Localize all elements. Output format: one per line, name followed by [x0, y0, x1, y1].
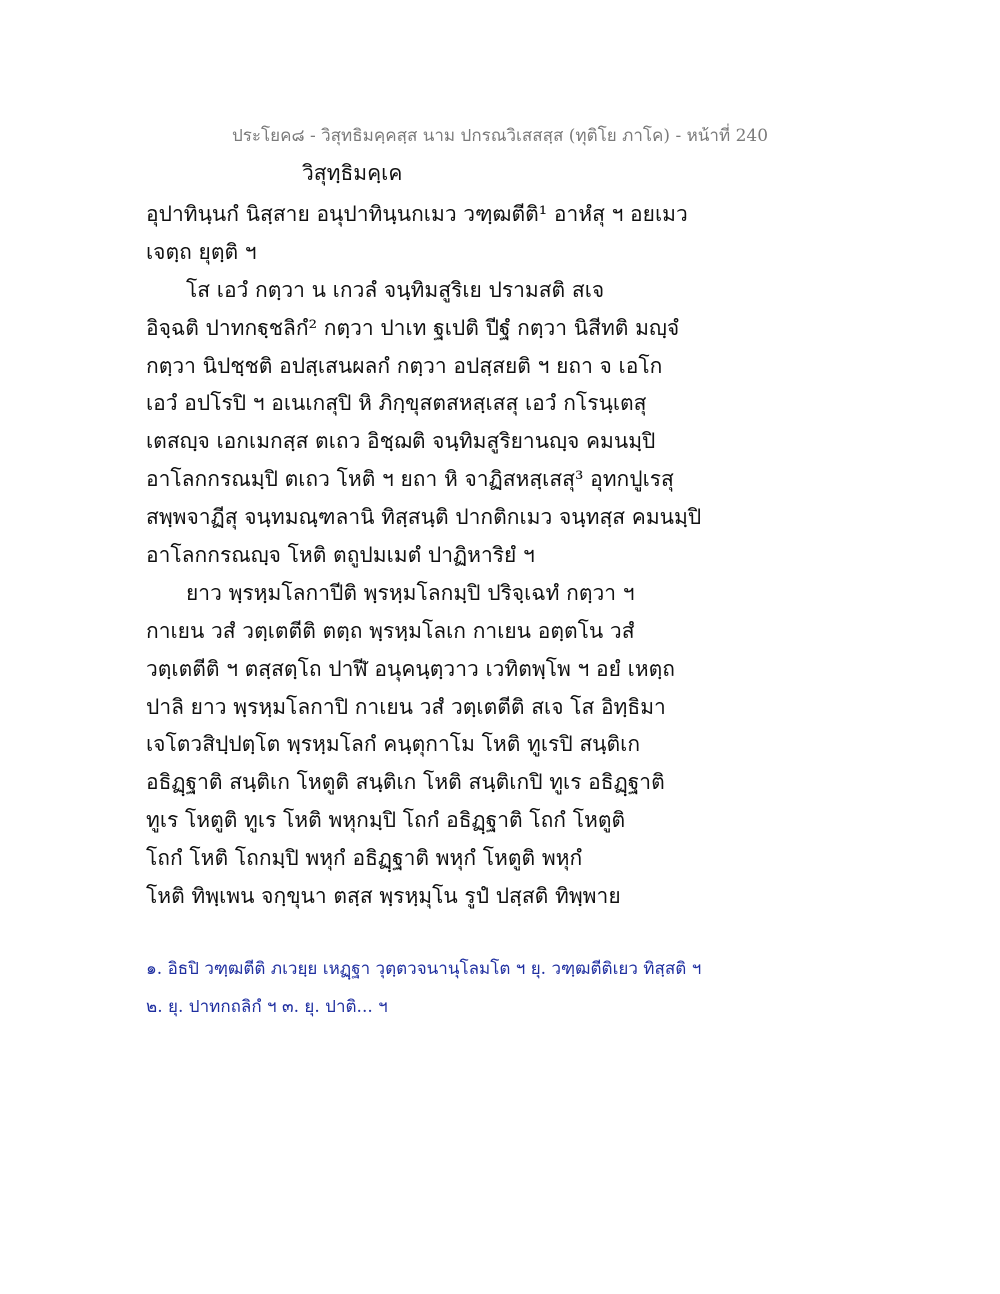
footnote-line: ๒. ยุ. ปาทกถลิกํ ฯ ๓. ยุ. ปาติ... ฯ	[146, 997, 388, 1017]
body-line: ปาลิ ยาว พฺรหฺมโลกาปิ กาเยน วสํ วตฺเตตีติ สเจ โส อิทฺธิมา	[146, 694, 666, 719]
body-line: โส เอวํ กตฺวา น เกวลํ จนฺทิมสูริเย ปรามสติ สเจ	[186, 277, 605, 302]
body-line: อธิฏฺฐาติ สนฺติเก โหตูติ สนฺติเก โหติ สนฺติเกปิ ทูเร อธิฏฺฐาติ	[146, 770, 665, 795]
footnote-line: ๑. อิธปิ วฑฺฒตีติ ภเวยฺย เหฏฺฐา วุตฺตวจนานุโลมโต ฯ ยุ. วฑฺฒตีติเยว ทิสฺสติ ฯ	[146, 959, 702, 979]
body-line: เตสญฺจ เอกเมกสฺส ตเถว อิชฺฌติ จนฺทิมสูริยานญฺจ คมนมฺปิ	[146, 429, 656, 454]
body-line: อุปาทินฺนกํ นิสฺสาย อนุปาทินฺนกเมว วฑฺฒตีติ¹ อาหํสุ ฯ อยเมว	[146, 202, 688, 226]
body-line: เจตฺถ ยุตฺติ ฯ	[146, 239, 257, 264]
body-line: กตฺวา นิปชฺชติ อปสฺเสนผลกํ กตฺวา อปสฺสยติ ฯ ยถา จ เอโก	[146, 353, 663, 378]
body-line: กาเยน วสํ วตฺเตตีติ ตตฺถ พฺรหฺมโลเก กาเยน อตฺตโน วสํ	[146, 618, 635, 643]
body-line: อาโลกกรณมฺปิ ตเถว โหติ ฯ ยถา หิ จาฏิสหสฺเสสุ³ อุทกปูเรสุ	[146, 467, 674, 492]
body-line: ยาว พฺรหฺมโลกาปีติ พฺรหฺมโลกมฺปิ ปริจฺเฉทํ กตฺวา ฯ	[186, 580, 635, 605]
running-header: ประโยค๘ - วิสุทธิมคฺคสฺส นาม ปกรณวิเสสสฺส (ทุติโย ภาโค) - หน้าที่ 240	[231, 126, 769, 146]
body-line: วตฺเตตีติ ฯ ตสฺสตฺโถ ปาฬี อนุคนฺตฺวาว เวทิตพฺโพ ฯ อยํ เหตฺถ	[146, 656, 675, 681]
body-line: โหติ ทิพฺเพน จกฺขุนา ตสฺส พฺรหฺมุโน รูปํ ปสฺสติ ทิพฺพาย	[146, 884, 621, 909]
body-line: อิจฺฉติ ปาทกฐฺชลิกํ² กตฺวา ปาเท ฐเปติ ปีฐํ กตฺวา นิสีทติ มญฺจํ	[146, 315, 680, 340]
body-line: เอวํ อปโรปิ ฯ อเนเกสุปิ หิ ภิกฺขุสตสหสฺเสสุ เอวํ กโรนฺเตสุ	[146, 391, 647, 416]
body-text	[146, 196, 866, 916]
body-line: เจโตวสิปฺปตฺโต พฺรหฺมโลกํ คนฺตุกาโม โหติ ทูเรปิ สนฺติเก	[146, 732, 641, 757]
body-line: อาโลกกรณญฺจ โหติ ตถูปมเมตํ ปาฏิหาริยํ ฯ	[146, 543, 535, 568]
section-title: วิสุทฺธิมคฺเค	[302, 161, 403, 185]
body-line: โถกํ โหติ โถกมฺปิ พหุกํ อธิฏฺฐาติ พหุกํ โหตูติ พหุกํ	[146, 846, 583, 871]
body-line: ทูเร โหตูติ ทูเร โหติ พหุกมฺปิ โถกํ อธิฏฺฐาติ โถกํ โหตูติ	[146, 808, 626, 833]
footnotes	[146, 950, 866, 1026]
body-line: สพฺพจาฏีสุ จนฺทมณฺฑลานิ ทิสฺสนฺติ ปากติกเมว จนฺทสฺส คมนมฺปิ	[146, 505, 702, 530]
